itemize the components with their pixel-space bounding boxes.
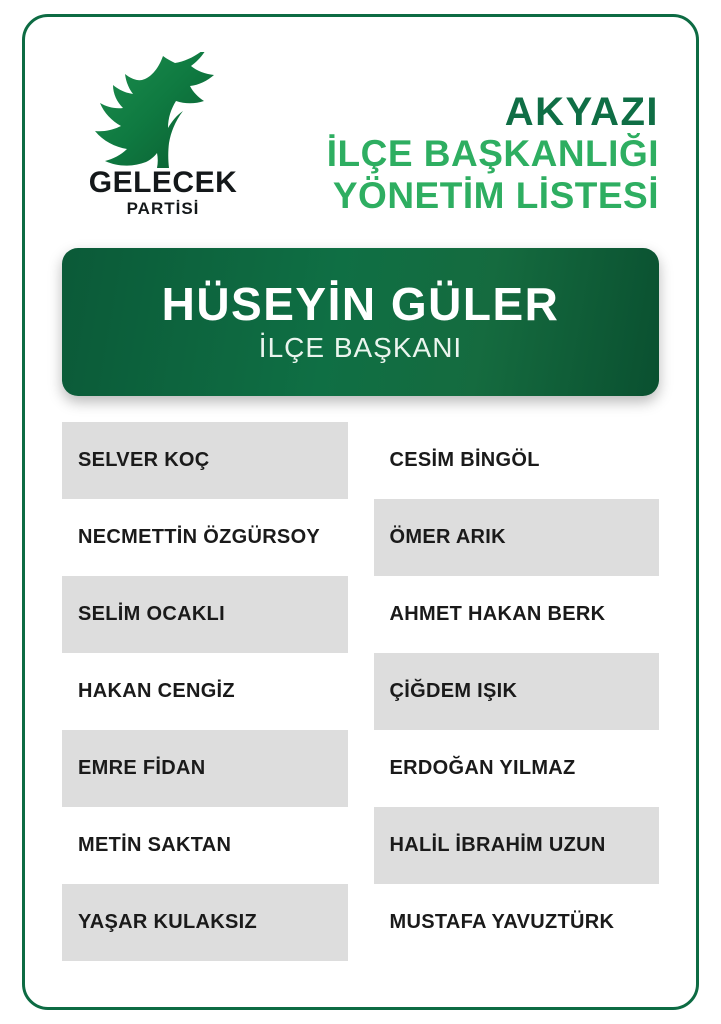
- list-item: CESİM BİNGÖL: [374, 422, 660, 499]
- list-item: EMRE FİDAN: [62, 730, 348, 807]
- list-item: ÇİĞDEM IŞIK: [374, 653, 660, 730]
- member-list: [62, 422, 659, 961]
- poster-header: [54, 40, 667, 230]
- brand-subtitle: PARTİSİ: [126, 199, 200, 218]
- header-titles: [268, 46, 663, 216]
- member-column-left: [62, 422, 348, 961]
- brand-name: GELECEK: [88, 166, 238, 199]
- list-item: ÖMER ARIK: [374, 499, 660, 576]
- poster-content: [18, 18, 703, 961]
- list-item: HAKAN CENGİZ: [62, 653, 348, 730]
- header-line-2: İLÇE BAŞKANLIĞI: [326, 133, 659, 175]
- leader-role: İLÇE BAŞKANI: [258, 332, 463, 364]
- list-item: SELİM OCAKLI: [62, 576, 348, 653]
- header-line-1: AKYAZI: [504, 90, 659, 134]
- list-item: MUSTAFA YAVUZTÜRK: [374, 884, 660, 961]
- member-column-right: [374, 422, 660, 961]
- list-item: AHMET HAKAN BERK: [374, 576, 660, 653]
- list-item: NECMETTİN ÖZGÜRSOY: [62, 499, 348, 576]
- leader-banner: [62, 248, 659, 396]
- list-item: SELVER KOÇ: [62, 422, 348, 499]
- list-item: HALİL İBRAHİM UZUN: [374, 807, 660, 884]
- header-line-3: YÖNETİM LİSTESİ: [332, 174, 659, 216]
- list-item: ERDOĞAN YILMAZ: [374, 730, 660, 807]
- maple-leaf-icon: [88, 52, 238, 172]
- list-item: METİN SAKTAN: [62, 807, 348, 884]
- list-item: YAŞAR KULAKSIZ: [62, 884, 348, 961]
- brand-block: [58, 46, 268, 217]
- leader-name: HÜSEYİN GÜLER: [161, 277, 560, 330]
